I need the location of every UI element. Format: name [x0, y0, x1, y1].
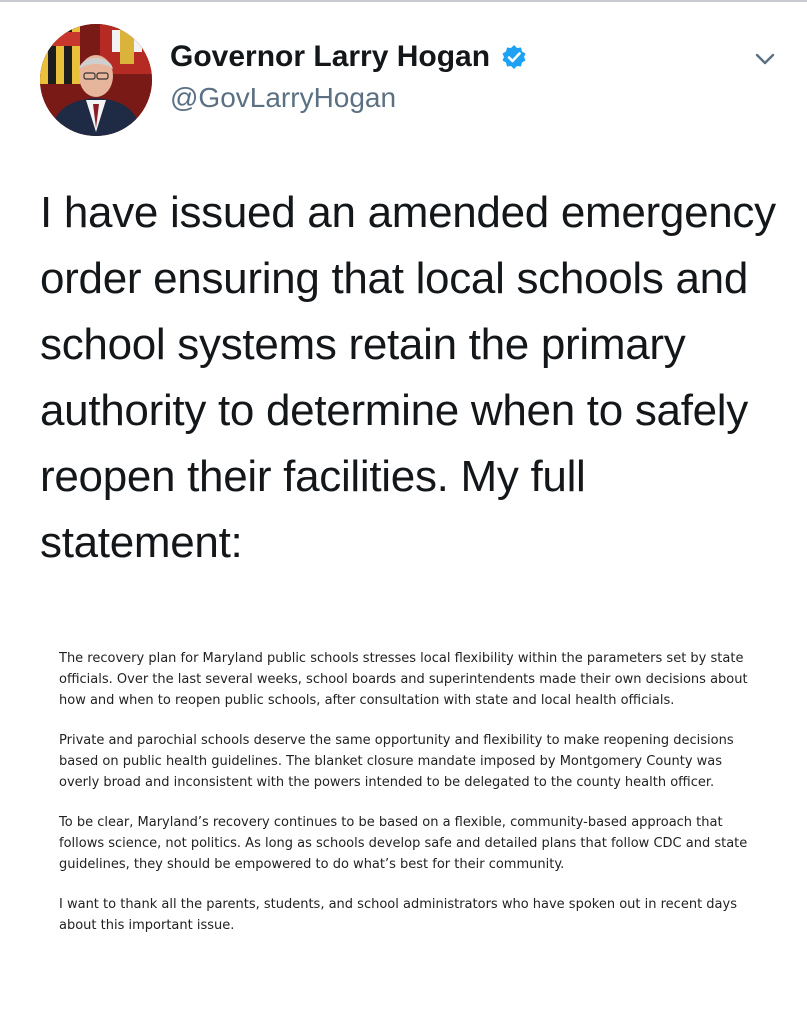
statement-paragraph: I want to thank all the parents, students, and school administrators who have spoken out in recent days about this important issue. [59, 897, 737, 933]
tweet-text: I have issued an amended emergency order ensuring that local schools and school systems retain the primary authority to determine when to safely reopen their facilities. My full statement: [40, 188, 776, 567]
statement-paragraph: The recovery plan for Maryland public schools stresses local flexibility within the parameters set by state officials. Over the last several weeks, school boards and superintendents made their own decisions about how and when to reopen public schools, after consultation with state and local health officials. [59, 651, 748, 708]
user-names [170, 38, 527, 116]
verified-badge-icon [501, 44, 527, 70]
tweet-header [40, 22, 780, 142]
display-name[interactable]: Governor Larry Hogan [170, 40, 491, 73]
top-divider [0, 0, 807, 2]
chevron-down-icon[interactable] [750, 48, 780, 70]
statement-image[interactable] [59, 648, 759, 955]
statement-paragraph: Private and parochial schools deserve the same opportunity and flexibility to make reopening decisions based on public health guidelines. The blanket closure mandate imposed by Montgomery County was overly broad and inconsistent with the powers intended to be delegated to the county health officer. [59, 733, 734, 790]
statement-paragraph: To be clear, Maryland’s recovery continues to be based on a flexible, community-based approach that follows science, not politics. As long as schools develop safe and detailed plans that follow CDC and state guidelines, they should be empowered to do what’s best for their community. [59, 815, 748, 872]
avatar[interactable] [40, 24, 152, 136]
user-handle[interactable]: @GovLarryHogan [170, 82, 397, 113]
